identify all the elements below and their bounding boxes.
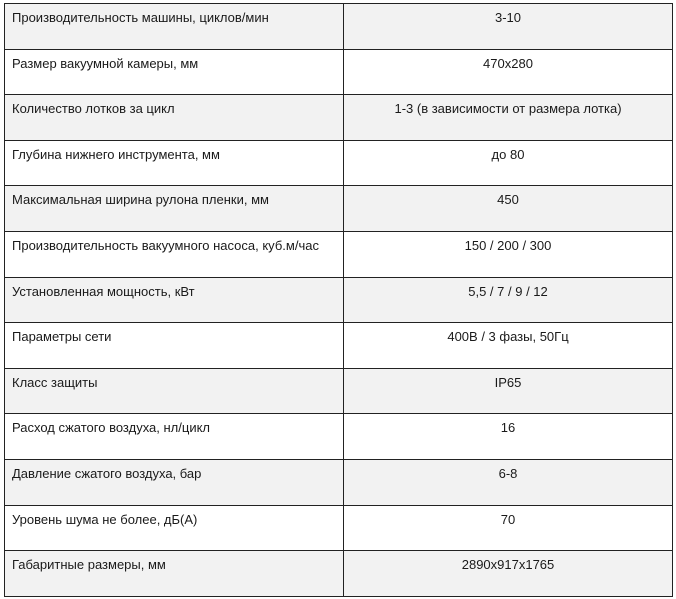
parameter-cell: Давление сжатого воздуха, бар	[5, 459, 344, 505]
table-row	[5, 277, 673, 323]
table-row	[5, 186, 673, 232]
value-cell: 400В / 3 фазы, 50Гц	[344, 323, 673, 369]
table-row	[5, 414, 673, 460]
table-row	[5, 140, 673, 186]
value-cell: 450	[344, 186, 673, 232]
table-row	[5, 459, 673, 505]
table-row	[5, 551, 673, 597]
table-row	[5, 49, 673, 95]
parameter-cell: Уровень шума не более, дБ(А)	[5, 505, 344, 551]
value-cell: 5,5 / 7 / 9 / 12	[344, 277, 673, 323]
specifications-table	[4, 3, 673, 597]
parameter-cell: Глубина нижнего инструмента, мм	[5, 140, 344, 186]
table-row	[5, 95, 673, 141]
parameter-cell: Параметры сети	[5, 323, 344, 369]
value-cell: 3-10	[344, 4, 673, 50]
table-row	[5, 323, 673, 369]
value-cell: 470x280	[344, 49, 673, 95]
parameter-cell: Расход сжатого воздуха, нл/цикл	[5, 414, 344, 460]
value-cell: до 80	[344, 140, 673, 186]
parameter-cell: Производительность машины, циклов/мин	[5, 4, 344, 50]
value-cell: 70	[344, 505, 673, 551]
parameter-cell: Количество лотков за цикл	[5, 95, 344, 141]
parameter-cell: Класс защиты	[5, 368, 344, 414]
table-row	[5, 4, 673, 50]
parameter-cell: Габаритные размеры, мм	[5, 551, 344, 597]
table-row	[5, 231, 673, 277]
value-cell: 6-8	[344, 459, 673, 505]
parameter-cell: Максимальная ширина рулона пленки, мм	[5, 186, 344, 232]
parameter-cell: Производительность вакуумного насоса, куб.м/час	[5, 231, 344, 277]
value-cell: IP65	[344, 368, 673, 414]
table-row	[5, 368, 673, 414]
table-row	[5, 505, 673, 551]
value-cell: 150 / 200 / 300	[344, 231, 673, 277]
value-cell: 2890x917x1765	[344, 551, 673, 597]
parameter-cell: Размер вакуумной камеры, мм	[5, 49, 344, 95]
value-cell: 1-3 (в зависимости от размера лотка)	[344, 95, 673, 141]
parameter-cell: Установленная мощность, кВт	[5, 277, 344, 323]
value-cell: 16	[344, 414, 673, 460]
